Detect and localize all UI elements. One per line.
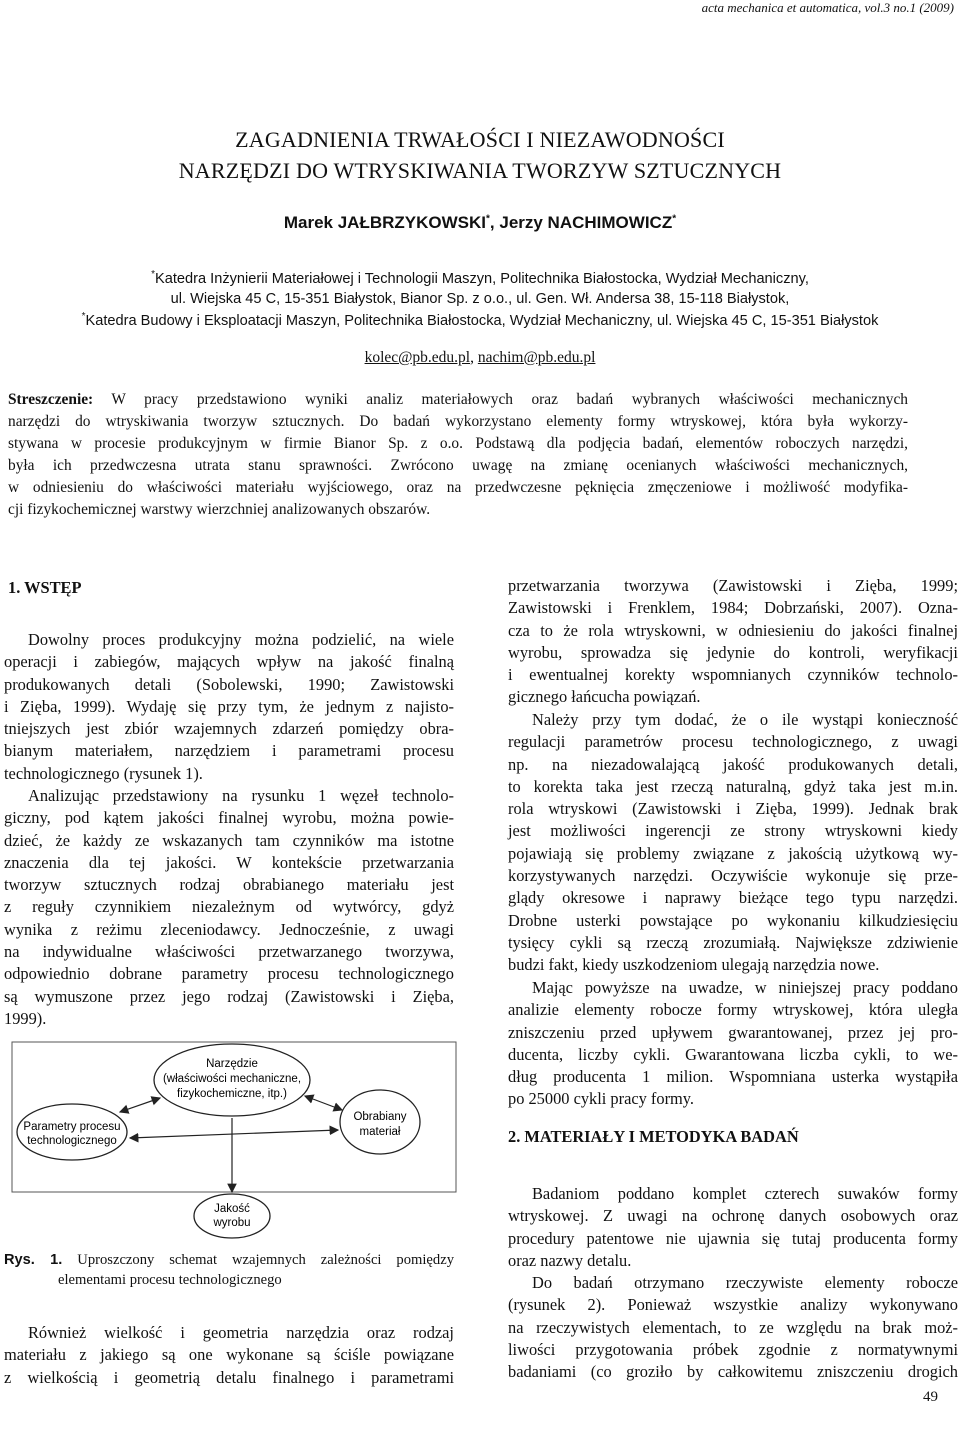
left-paragraph-2 — [4, 785, 454, 1030]
text-line: przetwarzania tworzywa (Zawistowski i Zięba, 1999; — [508, 576, 958, 595]
text-line: korzystywanych narzędzi. Oczywiście wykonuje się prze- — [508, 866, 958, 886]
text-line: po 25000 cykli pracy formy. — [508, 1089, 695, 1109]
left-paragraph-3 — [4, 1322, 454, 1389]
text-line: zniszczeniu przed upływem gwarantowanej, przez jej pro- — [508, 1022, 958, 1042]
text-line: Analizując przedstawiony na rysunku 1 węzeł technolo- — [28, 786, 454, 805]
text-line: pojawiają się problemy związane z jakością użytkową wy- — [508, 843, 958, 863]
params-label-1: Parametry procesu — [23, 1121, 121, 1133]
running-header: acta mechanica et automatica, vol.3 no.1 (2009) — [701, 0, 954, 15]
caption-line-2: elementami procesu technologicznego — [58, 1272, 282, 1288]
author-1: Marek JAŁBRZYKOWSKI — [283, 213, 486, 232]
email-link-2[interactable]: nachim@pb.edu.pl — [477, 349, 596, 366]
text-line: Do badań otrzymano rzeczywiste elementy robocze — [532, 1273, 958, 1292]
text-line: znaczenia dla tej jakości. W kontekście przetwarzania — [4, 852, 454, 872]
text-line: produkowanych detali (Sobolewski, 1990; Zawistowski — [4, 674, 454, 694]
arrow-params-material — [130, 1130, 338, 1138]
arrow-tool-params — [120, 1098, 160, 1112]
text-line: dzieć, że każdy ze wskazanych tam czynników ma istotne — [4, 830, 454, 850]
text-line: np. na niezadowalającą jakość produkowanych detali, — [508, 754, 958, 774]
affiliation-2-mark: * — [81, 311, 86, 322]
text-line: technologicznego (rysunek 1). — [4, 763, 203, 783]
text-line: wyrobu, sprowadza się jedynie do kontroli, weryfikacji — [508, 642, 958, 662]
abstract-line: cji fizykochemicznej warstwy wierzchniej analizowanych obszarów. — [8, 501, 431, 518]
abstract-line: w odniesieniu do właściwości materiału wyjściowego, oraz na przedwczesne pęknięcia zmęczeniowe i możliwość modyfika- — [8, 479, 908, 496]
text-line: 1999). — [4, 1008, 47, 1028]
text-line: Należy przy tym dodać, że o ile wystąpi konieczność — [532, 710, 958, 729]
abstract-label: Streszczenie: — [8, 391, 94, 408]
authors — [0, 213, 960, 233]
text-line: Badaniom poddano komplet czterech suwaków formy — [532, 1184, 958, 1203]
author-separator: , — [489, 213, 500, 232]
right-paragraph-1 — [508, 575, 958, 709]
email-separator: , — [470, 349, 478, 366]
abstract — [8, 389, 908, 521]
text-line: na rzeczywistych elementach, to ze względu na brak moż- — [508, 1317, 958, 1337]
text-line: Dowolny proces produkcyjny można podzielić, na wiele — [28, 630, 454, 649]
params-label-2: technologicznego — [27, 1135, 117, 1147]
text-line: wynika z reżimu zleceniodawcy. Jednocześnie, z uwagi — [4, 919, 454, 939]
text-line: giczny, pod kątem jakości finalnej wyrobu, można powie- — [4, 808, 454, 828]
text-line: Zawistowski i Frenklem, 1984; Dobrzański, 2007). Ozna- — [508, 598, 958, 618]
affiliation-2-line-1 — [0, 307, 960, 331]
text-line: z wielkością i geometrią detalu finalnego i parametrami — [4, 1367, 454, 1387]
text-line: i Zięba, 1999). Wydaję się przy tym, że jednym z najisto- — [4, 696, 454, 716]
caption-text-1: Uproszczony schemat wzajemnych zależności pomiędzy — [62, 1252, 454, 1268]
affiliation-1-mark: * — [151, 269, 155, 280]
quality-node — [194, 1194, 270, 1238]
text-line: Również wielkość i geometria narzędzia oraz rodzaj — [28, 1323, 454, 1342]
text-line: jest możliwości ingerencji ze strony wtryskowni kiedy — [508, 821, 958, 841]
affiliation-2-text-1: Katedra Budowy i Eksploatacji Maszyn, Politechnika Białostocka, Wydział Mechaniczny, ul. Wiejska 45 C, 15-351 Białystok — [85, 312, 879, 329]
author-2-mark: * — [672, 213, 677, 225]
text-line: tysięcy cykli są rzeczą zrozumiałą. Największe zdziwienie — [508, 932, 958, 952]
right-paragraph-2 — [508, 709, 958, 977]
abstract-line: stywana w procesie produkcyjnym w firmie Bianor Sp. z o.o. Podstawą dla podjęcia badań, elementów roboczych narzędzi, — [8, 435, 908, 452]
material-label-1: Obrabiany — [353, 1111, 407, 1123]
affiliation-1-line-2: ul. Wiejska 45 C, 15-351 Białystok, Bianor Sp. z o.o., ul. Gen. Wł. Andersa 38, 15-118 Białystok, — [170, 290, 790, 307]
material-label-2: materiał — [359, 1126, 401, 1138]
quality-label-2: wyrobu — [213, 1217, 251, 1229]
tool-label-3: fizykochemiczne, itp.) — [177, 1088, 287, 1100]
text-line: analizie elementy robocze formy wtryskowej, która uległa — [508, 1000, 958, 1020]
right-paragraph-5 — [508, 1272, 958, 1383]
affiliation-2 — [0, 307, 960, 331]
text-line: cza to że rola wtryskowni, w odniesieniu do jakości finalnej — [508, 620, 958, 640]
affiliation-1-line-1 — [0, 265, 960, 289]
title-line-2: NARZĘDZI DO WTRYSKIWANIA TWORZYW SZTUCZNYCH — [178, 158, 782, 183]
text-line: tniejszych jest zbiór wzajemnych zdarzeń pomiędzy obra- — [4, 719, 454, 739]
email-link-1[interactable]: kolec@pb.edu.pl — [364, 349, 471, 366]
abstract-text-1: W pracy przedstawiono wyniki analiz materiałowych oraz badań wybranych właściwości mechanicznych — [93, 391, 908, 408]
text-line: tworzyw sztucznych rodzaj obrabianego materiału jest — [4, 875, 454, 895]
text-line: ducenta, liczby cykli. Gwarantowana liczba cykli, to we- — [508, 1044, 958, 1064]
tool-label-1: Narzędzie — [206, 1058, 258, 1070]
text-line: gicznego łańcucha powiązań. — [508, 687, 701, 707]
affiliation-1 — [0, 265, 960, 309]
text-line: wtryskowej. Z uwagi na ochronę danych osobowych oraz — [508, 1206, 958, 1226]
text-line: materiału z jakiego są one wykonane są ściśle powiązane — [4, 1345, 454, 1365]
abstract-line-1 — [8, 389, 908, 411]
text-line: odpowiednio dobrane parametry procesu technologicznego — [4, 964, 454, 984]
text-line: Drobne usterki powstające po wykonaniu kilkudziesięciu — [508, 910, 958, 930]
title-line-1: ZAGADNIENIA TRWAŁOŚCI I NIEZAWODNOŚCI — [235, 127, 725, 152]
abstract-line: narzędzi do wtryskiwania tworzyw sztucznych. Do badań wykorzystano elementy formy wtryskowej, która była wykorzy- — [8, 413, 908, 430]
affiliation-1-text-1: Katedra Inżynierii Materiałowej i Technologii Maszyn, Politechnika Białostocka, Wydział Mechaniczny, — [154, 270, 809, 287]
right-paragraph-3 — [508, 977, 958, 1111]
text-line: procedury patentowe nie ujawnia się tutaj producenta formy — [508, 1228, 958, 1248]
text-line: (rysunek 2). Ponieważ wszystkie analizy wykonywano — [508, 1295, 958, 1315]
text-line: oraz nazwy detalu. — [508, 1250, 632, 1270]
text-line: i ewentualnej korekty wspomnianych czynników technolo- — [508, 665, 958, 685]
figure-1-diagram — [10, 1040, 460, 1240]
left-paragraph-1 — [4, 629, 454, 785]
text-line: rola wtryskowi (Zawistowski i Zięba, 1999). Jednak brak — [508, 799, 958, 819]
paper-title — [0, 124, 960, 186]
text-line: Mając powyższe na uwadze, w niniejszej pracy poddano — [532, 978, 958, 997]
tool-label-2: (właściwości mechaniczne, — [162, 1073, 302, 1085]
section-heading-intro: 1. WSTĘP — [8, 578, 82, 597]
caption-line-1 — [4, 1250, 454, 1270]
quality-label-1: Jakość — [214, 1203, 250, 1215]
text-line: to korekta taka jest rzeczą naturalną, gdyż taka jest m.in. — [508, 776, 958, 796]
arrow-tool-material — [305, 1096, 342, 1110]
text-line: budzi fakt, kiedy uszkodzeniom ulegają narzędzia nowe. — [508, 955, 880, 975]
text-line: bianym materiałem, narzędziem i parametrami procesu — [4, 741, 454, 761]
text-line: badaniami (co groziło by całkowitemu zniszczeniu drogich — [508, 1362, 958, 1382]
page-number: 49 — [923, 1389, 938, 1405]
author-1-mark: * — [486, 213, 490, 225]
figure-1-caption — [4, 1250, 454, 1290]
abstract-line: była ich przedwczesna utrata stanu sprawności. Zwrócono uwagę na zmianę ocenianych właściwości mechanicznych, — [8, 457, 908, 474]
text-line: liwości przygotowania próbek zgodnie z normatywnymi — [508, 1339, 958, 1359]
text-line: są wymuszone przez jego rodzaj (Zawistowski i Zięba, — [4, 986, 454, 1006]
text-line: glądy okresowe i naprawy bieżące tego typu narzędzi. — [508, 888, 958, 908]
author-2: Jerzy NACHIMOWICZ — [499, 213, 673, 232]
text-line: z reguły czynnikiem niezależnym od wytwórcy, gdyż — [4, 897, 454, 917]
text-line: regulacji parametrów procesu technologicznego, z uwagi — [508, 732, 958, 752]
caption-label: Rys. 1. — [4, 1252, 63, 1268]
section-heading-materials: 2. MATERIAŁY I METODYKA BADAŃ — [508, 1127, 799, 1146]
text-line: operacji i zabiegów, mających wpływ na jakość finalną — [4, 652, 454, 672]
emails — [0, 349, 960, 367]
text-line: dług producenta 1 milion. Wspomniana usterka wystąpiła — [508, 1067, 958, 1087]
text-line: na indywidualne właściwości przetwarzanego tworzywa, — [4, 942, 454, 962]
right-paragraph-4 — [508, 1183, 958, 1272]
